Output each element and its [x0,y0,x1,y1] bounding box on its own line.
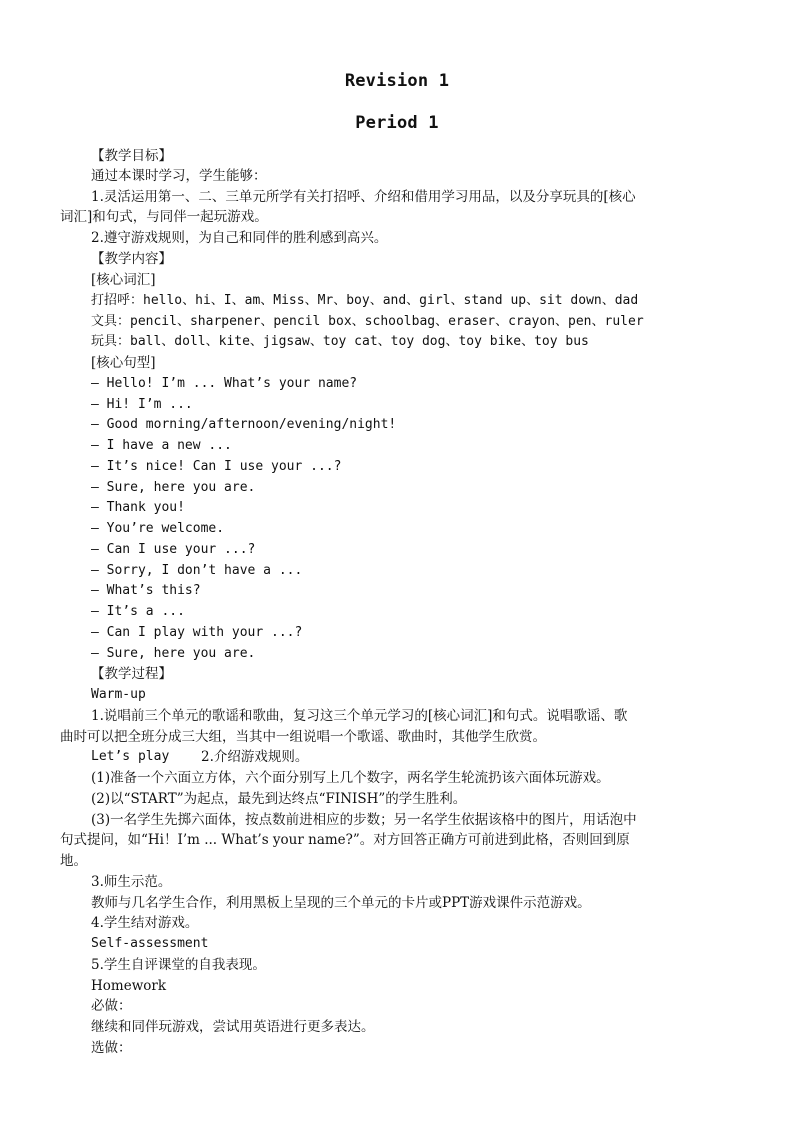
rule-3-line-2: 句式提问，如“Hi！I’m ... What’s your name?”。对方回答正确方可前进到此格，否则回到原 [60,832,630,848]
step-1-line-2: 曲时可以把全班分成三大组，当其中一组说唱一个歌谣、歌曲时，其他学生欣赏。 [60,729,546,745]
document-title: Revision 1 [344,71,450,91]
rule-3-line-3: 地。 [60,853,87,869]
step-5: 5.学生自评课堂的自我表现。 [91,957,266,973]
sentence-line: — Can I play with your ...? [91,625,303,640]
vocab-greetings: 打招呼：hello、hi、I、am、Miss、Mr、boy、and、girl、stand up、sit down、dad [91,293,639,308]
step-2: 2.介绍游戏规则。 [201,749,309,765]
process-heading: 【教学过程】 [91,666,172,682]
sentence-line: — Sorry, I don’t have a ... [91,563,303,578]
content-heading: 【教学内容】 [91,251,172,267]
sentence-heading: [核心句型] [91,355,156,371]
rule-3-line-1: (3)一名学生先掷六面体，按点数前进相应的步数；另一名学生依据该格中的图片，用话泡中 [91,812,637,828]
sentence-line: — It’s nice! Can I use your ...? [91,459,342,474]
self-assessment-label: Self-assessment [91,936,209,951]
sentence-line: — Hi! I’m ... [91,397,193,412]
sentence-line: — You’re welcome. [91,521,225,536]
step-3: 3.师生示范。 [91,874,172,890]
sentence-line: — Sure, here you are. [91,646,256,661]
step-4: 4.学生结对游戏。 [91,915,199,931]
objective-item-1-line-2: 词汇]和句式，与同伴一起玩游戏。 [60,209,268,225]
sentence-line: — I have a new ... [91,438,232,453]
required-label: 必做： [91,998,132,1014]
homework-label: Homework [91,978,167,994]
lets-play-label: Let’s play [91,749,170,764]
rule-2: (2)以“START”为起点，最先到达终点“FINISH”的学生胜利。 [91,791,467,807]
rule-1: (1)准备一个六面立方体，六个面分别写上几个数字，两名学生轮流扔该六面体玩游戏。 [91,770,610,786]
vocab-stationery: 文具：pencil、sharpener、pencil box、schoolbag、eraser、crayon、pen、ruler [91,314,644,329]
warmup-label: Warm-up [91,687,146,702]
document-subtitle: Period 1 [355,113,439,133]
sentence-line: — Good morning/afternoon/evening/night! [91,417,397,432]
optional-label: 选做： [91,1040,132,1056]
step-3-detail: 教师与几名学生合作，利用黑板上呈现的三个单元的卡片或PPT游戏课件示范游戏。 [91,895,591,911]
objective-item-1-line-1: 1.灵活运用第一、二、三单元所学有关打招呼、介绍和借用学习用品，以及分享玩具的[核心 [91,189,636,205]
objective-item-2: 2.遵守游戏规则，为自己和同伴的胜利感到高兴。 [91,230,388,246]
vocab-toys: 玩具：ball、doll、kite、jigsaw、toy cat、toy dog、toy bike、toy bus [91,334,589,349]
sentence-line: — What’s this? [91,583,201,598]
sentence-line: — Hello! I’m ... What’s your name? [91,376,358,391]
sentence-line: — Can I use your ...? [91,542,256,557]
objectives-intro: 通过本课时学习，学生能够： [91,168,267,184]
sentence-line: — Thank you! [91,500,185,515]
objectives-heading: 【教学目标】 [91,148,172,164]
vocab-heading: [核心词汇] [91,272,156,288]
sentence-line: — It’s a ... [91,604,185,619]
required-detail: 继续和同伴玩游戏，尝试用英语进行更多表达。 [91,1019,375,1035]
sentence-line: — Sure, here you are. [91,480,256,495]
step-1-line-1: 1.说唱前三个单元的歌谣和歌曲，复习这三个单元学习的[核心词汇]和句式。说唱歌谣、歌 [91,708,628,724]
